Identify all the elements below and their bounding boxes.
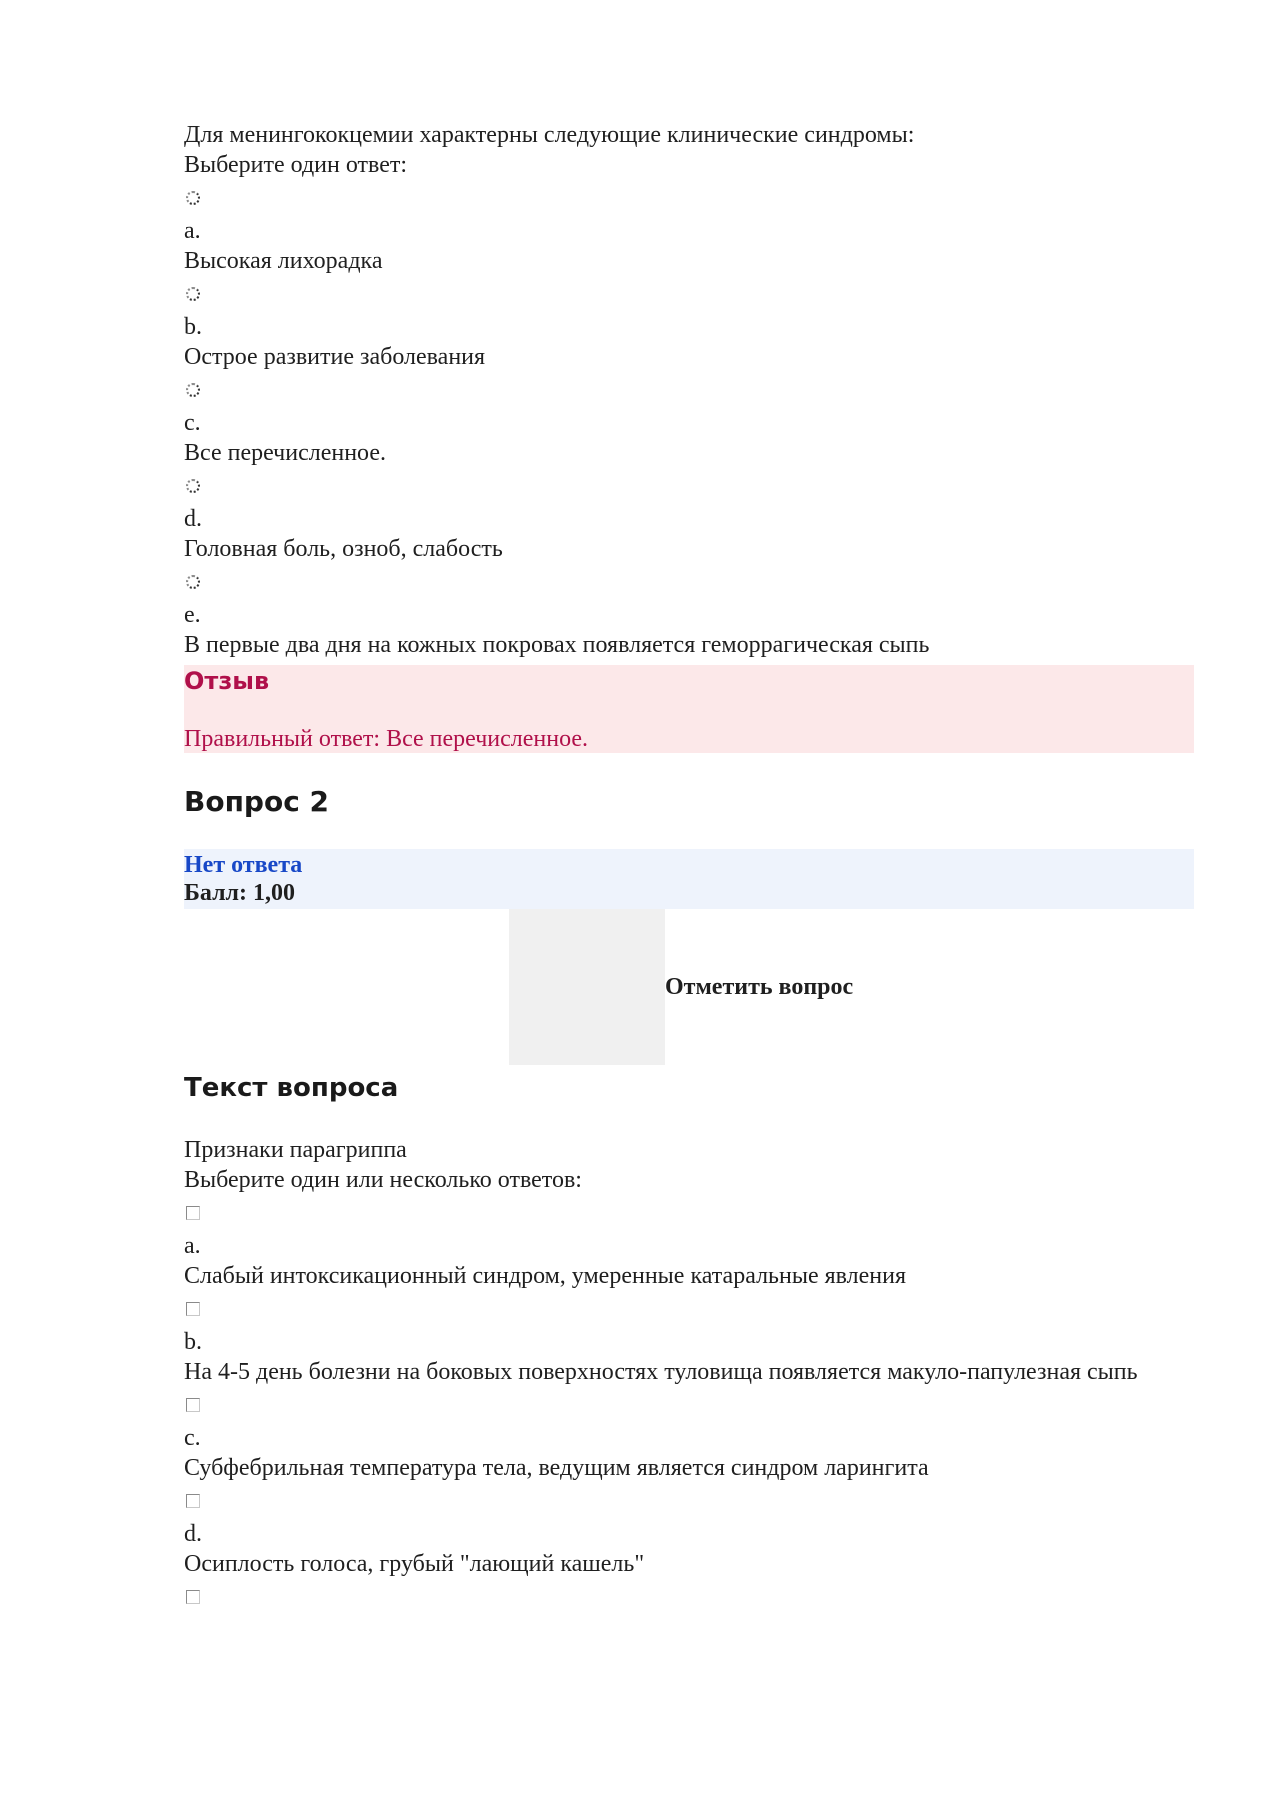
question-info-panel [184, 849, 1194, 909]
answer-status: Нет ответа [184, 852, 303, 878]
option-a-radio-row[interactable] [184, 180, 1194, 216]
option-letter: b. [184, 1329, 202, 1355]
option-text: Осиплость голоса, грубый "лающий кашель" [184, 1551, 645, 1577]
radio-button-icon[interactable] [186, 575, 200, 589]
option-text: В первые два дня на кожных покровах появляется геморрагическая сыпь [184, 632, 930, 658]
option-d-radio-row[interactable] [184, 468, 1194, 504]
radio-button-icon[interactable] [186, 479, 200, 493]
option-text: Слабый интоксикационный синдром, умеренные катаральные явления [184, 1263, 907, 1289]
question-1-prompt: Выберите один ответ: [184, 152, 408, 178]
option-text: Субфебрильная температура тела, ведущим является синдром ларингита [184, 1455, 929, 1481]
radio-button-icon[interactable] [186, 287, 200, 301]
question-2-options [184, 1195, 1194, 1615]
quiz-review-page [184, 120, 1194, 1615]
option-letter: c. [184, 1425, 201, 1451]
option-letter: d. [184, 1521, 202, 1547]
question-2-heading: Вопрос 2 [184, 785, 330, 818]
option-text: Все перечисленное. [184, 440, 386, 466]
option-letter: d. [184, 506, 202, 532]
checkbox-icon[interactable] [186, 1494, 200, 1508]
option-text: На 4-5 день болезни на боковых поверхностях туловища появляется макуло-папулезная сыпь [184, 1359, 1138, 1385]
option-letter: a. [184, 218, 201, 244]
option-e-checkbox-row[interactable] [184, 1579, 1194, 1615]
checkbox-icon[interactable] [186, 1590, 200, 1604]
question-2-prompt: Выберите один или несколько ответов: [184, 1167, 582, 1193]
question-1-text: Для менингококцемии характерны следующие клинические синдромы: [184, 122, 915, 148]
option-letter: c. [184, 410, 201, 436]
flag-question-label[interactable]: Отметить вопрос [665, 973, 854, 1000]
question-1-options [184, 180, 1194, 660]
option-letter: b. [184, 314, 202, 340]
feedback-panel [184, 665, 1194, 753]
checkbox-icon[interactable] [186, 1206, 200, 1220]
flag-question-control[interactable] [509, 909, 1194, 1065]
option-e-radio-row[interactable] [184, 564, 1194, 600]
radio-button-icon[interactable] [186, 383, 200, 397]
checkbox-icon[interactable] [186, 1302, 200, 1316]
option-c-radio-row[interactable] [184, 372, 1194, 408]
radio-button-icon[interactable] [186, 191, 200, 205]
option-b-checkbox-row[interactable] [184, 1291, 1194, 1327]
question-2-text: Признаки парагриппа [184, 1137, 407, 1163]
option-c-checkbox-row[interactable] [184, 1387, 1194, 1423]
correct-answer-text: Правильный ответ: Все перечисленное. [184, 726, 589, 752]
checkbox-icon[interactable] [186, 1398, 200, 1412]
option-d-checkbox-row[interactable] [184, 1483, 1194, 1519]
option-a-checkbox-row[interactable] [184, 1195, 1194, 1231]
question-text-heading: Текст вопроса [184, 1073, 399, 1103]
option-letter: e. [184, 602, 201, 628]
option-b-radio-row[interactable] [184, 276, 1194, 312]
flag-icon[interactable] [509, 909, 665, 1065]
feedback-title: Отзыв [184, 667, 270, 695]
option-text: Высокая лихорадка [184, 248, 383, 274]
option-text: Острое развитие заболевания [184, 344, 486, 370]
option-text: Головная боль, озноб, слабость [184, 536, 503, 562]
option-letter: a. [184, 1233, 201, 1259]
question-grade: Балл: 1,00 [184, 880, 295, 906]
